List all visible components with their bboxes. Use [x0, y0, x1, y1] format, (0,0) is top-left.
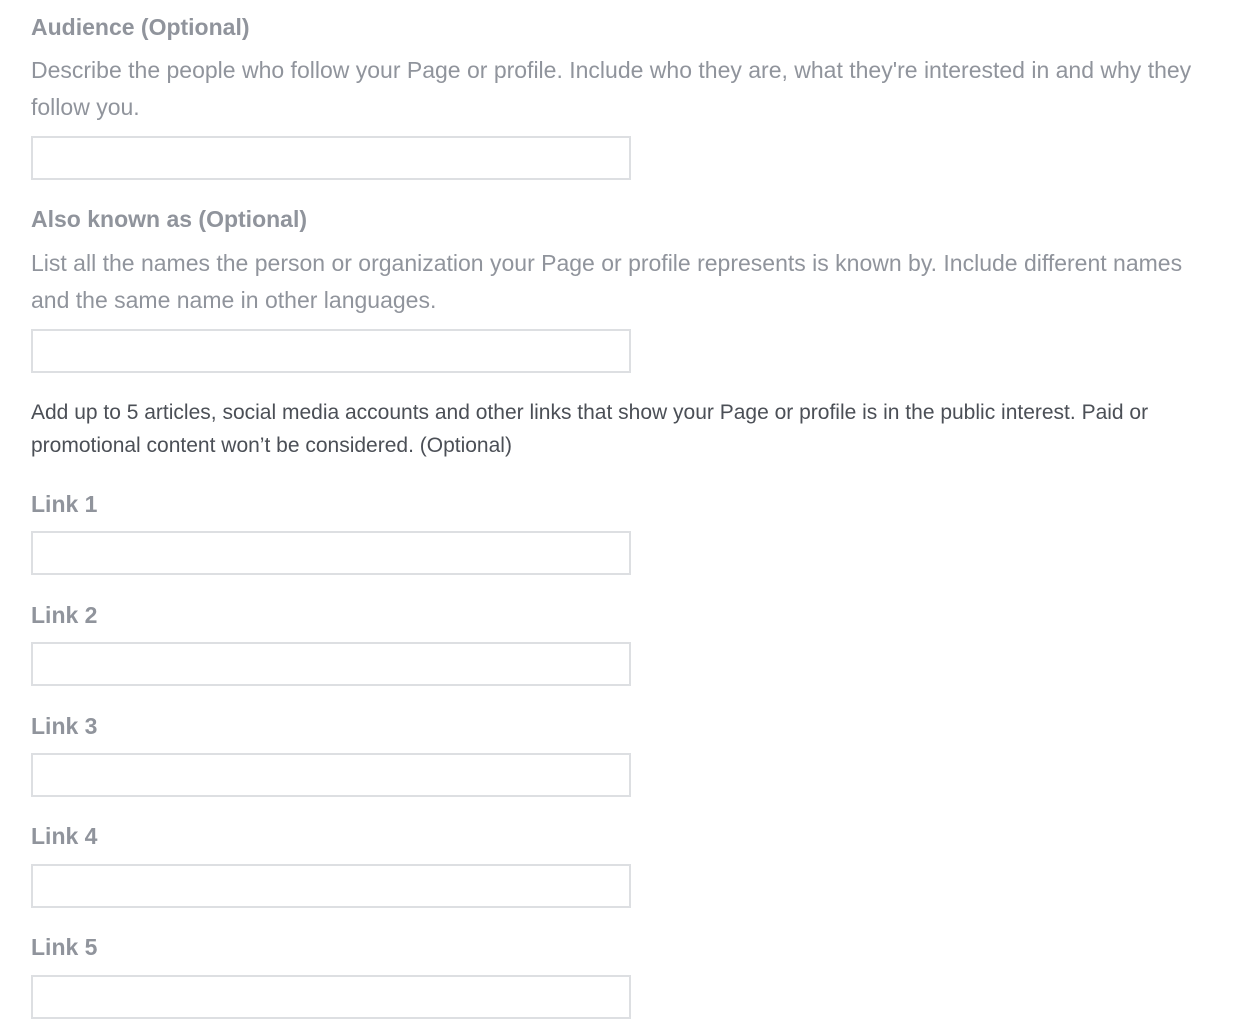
- audience-input[interactable]: [31, 136, 631, 180]
- audience-description: Describe the people who follow your Page or profile. Include who they are, what they're interested in and why they follow you.: [31, 57, 1192, 120]
- link-4-label: Link 4: [31, 823, 98, 849]
- also-known-as-label: Also known as (Optional): [31, 206, 308, 232]
- link-2-input[interactable]: [31, 642, 631, 686]
- link-4-input[interactable]: [31, 864, 631, 908]
- also-known-as-description: List all the names the person or organization your Page or profile represents is known by. Include different names and the same name in other languages.: [31, 250, 1183, 313]
- link-2-label: Link 2: [31, 602, 98, 628]
- link-5-label: Link 5: [31, 934, 98, 960]
- link-3-input[interactable]: [31, 753, 631, 797]
- link-5-input[interactable]: [31, 975, 631, 1019]
- links-intro-text: Add up to 5 articles, social media accounts and other links that show your Page or profile is in the public interest. Paid or promotional content won’t be considered. (Optional): [31, 401, 1149, 457]
- link-1-input[interactable]: [31, 531, 631, 575]
- link-3-label: Link 3: [31, 713, 98, 739]
- link-1-label: Link 1: [31, 491, 98, 517]
- audience-label: Audience (Optional): [31, 14, 250, 40]
- also-known-as-input[interactable]: [31, 329, 631, 373]
